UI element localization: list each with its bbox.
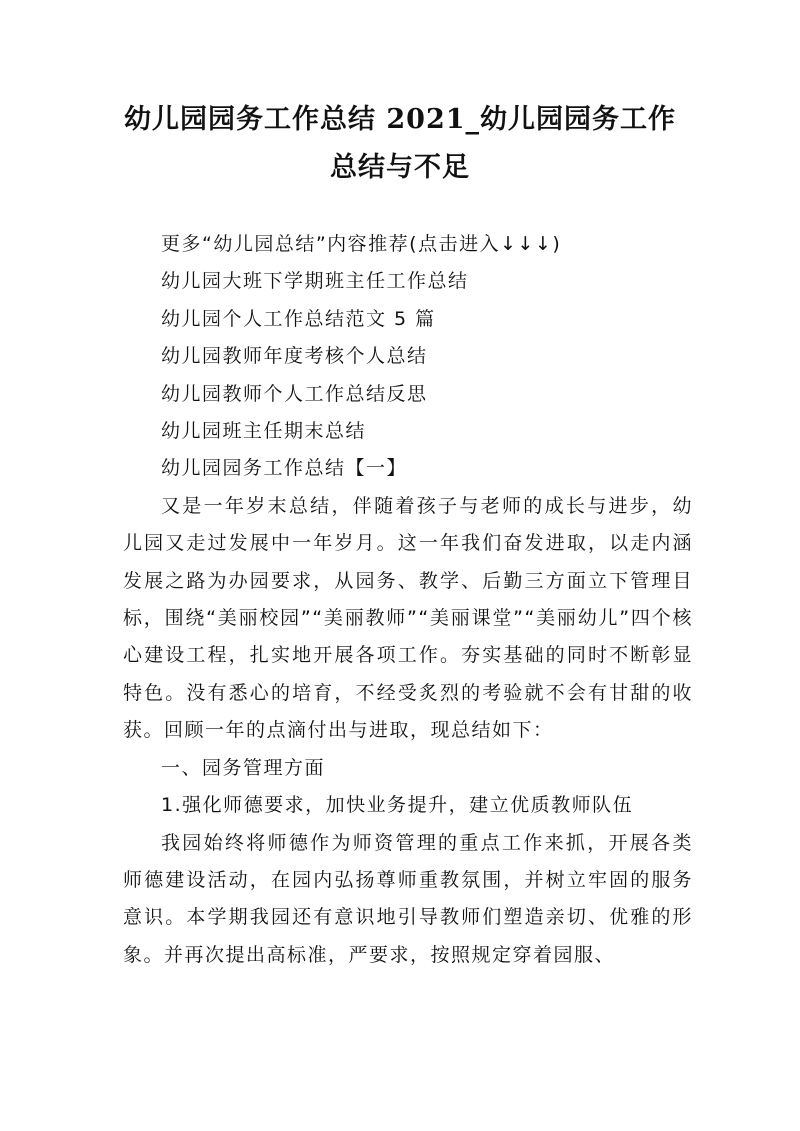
related-link-1[interactable]: 幼儿园大班下学期班主任工作总结 — [161, 270, 469, 293]
document-body — [123, 226, 693, 974]
heading-level-2: 1.强化师德要求，加快业务提升，建立优质教师队伍 — [161, 794, 634, 817]
related-link-5[interactable]: 幼儿园班主任期末总结 — [161, 420, 367, 443]
recommend-heading: 更多“幼儿园总结”内容推荐(点击进入↓↓↓) — [161, 233, 562, 255]
heading-level-1: 一、园务管理方面 — [161, 756, 326, 779]
document-title — [100, 96, 700, 192]
related-link-4[interactable]: 幼儿园教师个人工作总结反思 — [161, 382, 428, 405]
body-paragraph: 我园始终将师德作为师资管理的重点工作来抓，开展各类师德建设活动，在园内弘扬尊师重教氛围，并树立牢固的服务意识。本学期我园还有意识地引导教师们塑造亲切、优雅的形象。并再次提出高标准，严要求，按照规定穿着园服、 — [123, 831, 693, 966]
section-title: 幼儿园园务工作总结【一】 — [161, 457, 408, 480]
related-link-3[interactable]: 幼儿园教师年度考核个人总结 — [161, 345, 428, 368]
title-line-1: 幼儿园园务工作总结 2021_幼儿园园务工作 — [123, 104, 677, 135]
related-link-2[interactable]: 幼儿园个人工作总结范文 5 篇 — [161, 307, 436, 330]
intro-paragraph: 又是一年岁末总结，伴随着孩子与老师的成长与进步，幼儿园又走过发展中一年岁月。这一年我们奋发进取，以走内涵发展之路为办园要求，从园务、教学、后勤三方面立下管理目标，围绕“美丽校园”“美丽教师”“美丽课堂”“美丽幼儿”四个核心建设工程，扎实地开展各项工作。夯实基础的同时不断彰显特色。没有悉心的培育，不经受炙烈的考验就不会有甘甜的收获。回顾一年的点滴付出与进取，现总结如下： — [123, 494, 693, 742]
title-line-2: 总结与不足 — [330, 152, 470, 183]
